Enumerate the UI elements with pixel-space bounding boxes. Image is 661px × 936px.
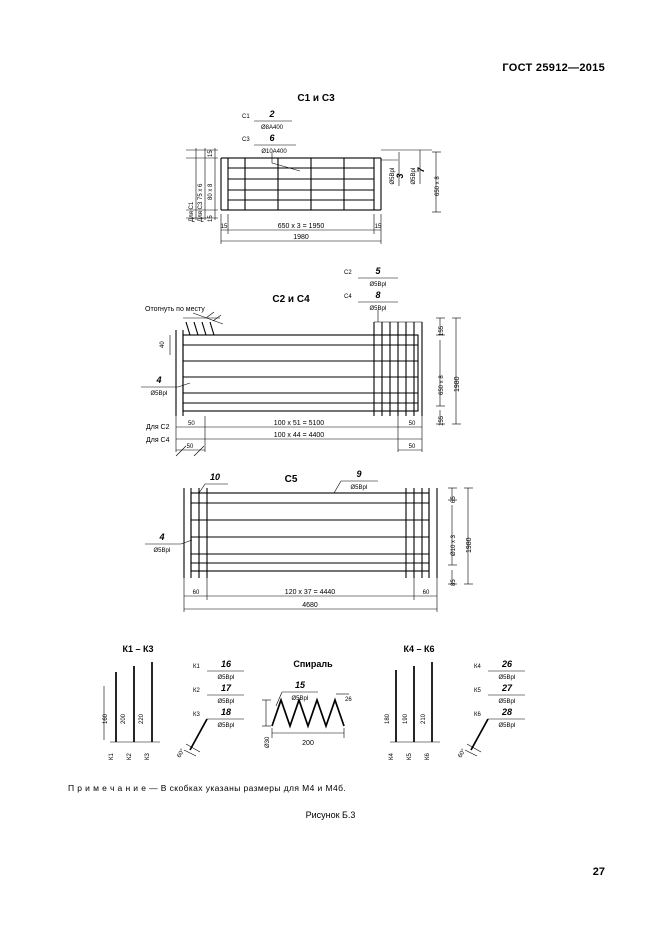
fig5-dim-length: 200 [302, 740, 314, 747]
fig6-callout-num-2: 27 [501, 683, 513, 693]
fig6-bar-tag-1: К4 [389, 753, 395, 760]
fig6-callout-num-3: 28 [501, 707, 513, 717]
fig2-callout-num-1: 5 [375, 266, 381, 276]
fig2-callout-num-2: 8 [375, 290, 381, 300]
fig1-dim-chain: 650 х 3 = 1950 [277, 223, 325, 230]
fig1-dim-total: 1980 [293, 234, 309, 241]
fig2-dim-chain-1: 100 x 51 = 5100 [273, 420, 325, 427]
fig1-right-callout-num: 3 [395, 173, 405, 179]
fig4-callout-num-3: 18 [220, 707, 232, 717]
fig5-title: Спираль [293, 659, 333, 669]
fig1-dim-left-label-2: Для С3 [198, 201, 204, 222]
fig2-callout-tag-1: С2 [344, 270, 352, 276]
fig1-dim-bottom-left: 15 [220, 224, 228, 230]
fig3-dim-chain: 120 х 37 = 4440 [284, 589, 336, 596]
fig4-title: К1 – К3 [122, 644, 154, 654]
fig4-callout-spec-1: Ø5ВрI [217, 675, 235, 681]
fig4-bar-tag-2: К2 [127, 753, 133, 760]
fig4-callout-num-2: 17 [220, 683, 232, 693]
fig1-dim-left-3: 80 x 8 [208, 183, 214, 200]
fig3-title: С5 [284, 474, 298, 485]
fig6-callout-num-1: 26 [501, 659, 513, 669]
fig2-dim-edge-left: 50 [188, 421, 195, 427]
fig3-callout-num-2: 9 [356, 469, 362, 479]
fig2-bend-note: Отогнуть по месту [145, 306, 205, 313]
fig1-callout-num-2: 6 [269, 133, 275, 143]
fig1-title: С1 и С3 [297, 93, 335, 104]
fig3-dim-right-edge: 60 [422, 590, 430, 596]
fig1-callout-spec-1: Ø8А400 [260, 125, 284, 131]
fig1-dim-left-2: 75 x 6 [198, 183, 204, 200]
fig4-callout-num-1: 16 [220, 659, 232, 669]
fig2-dim-right-total: 1980 [454, 376, 461, 392]
fig4-bar-tag-1: К1 [109, 753, 115, 760]
fig1-callout-tag-2: С3 [242, 137, 250, 143]
fig2-dim-right-mid: 650 x 8 [439, 375, 445, 395]
fig4-angle: 60° [176, 748, 187, 759]
fig4-bar-height-2: 200 [121, 713, 127, 724]
fig6-callout-spec-1: Ø5ВрI [498, 675, 516, 681]
fig3-callout-num-3: 4 [159, 532, 165, 542]
page-number: 27 [592, 866, 605, 878]
fig2-callout-spec-2: Ø5ВрI [369, 306, 387, 312]
fig2-row-label-2: Для С4 [146, 437, 170, 444]
fig3-dim-right-bottom: 85 [451, 579, 457, 586]
fig6-bar-height-1: 180 [385, 713, 391, 724]
fig6-bar-tag-2: К5 [407, 753, 413, 760]
fig6-bar-height-3: 210 [421, 713, 427, 724]
fig3-callout-spec-3: Ø5ВрI [153, 548, 171, 554]
fig4-bar-height-1: 160 [103, 713, 109, 724]
fig1-dim-left-label-1: Для С1 [189, 201, 195, 222]
fig4-callout-tag-2: К2 [193, 688, 200, 694]
fig6-callout-tag-3: К6 [474, 712, 481, 718]
fig2-dim-bend: 40 [160, 341, 166, 348]
fig3-dim-left-edge: 60 [192, 590, 200, 596]
fig6-callout-tag-2: К5 [474, 688, 481, 694]
fig2-dim-edge-right2: 50 [408, 444, 416, 450]
fig1-callout-spec-2: Ø10А400 [261, 149, 287, 155]
fig6-callout-spec-3: Ø5ВрI [498, 723, 516, 729]
fig6-callout-tag-1: К4 [474, 664, 481, 670]
fig5-callout-num: 15 [294, 680, 306, 690]
fig5-dim-pitch: 26 [345, 697, 352, 703]
fig3-dim-right-top: 65 [451, 496, 457, 503]
fig6-callout-spec-2: Ø5ВрI [498, 699, 516, 705]
fig4-callout-tag-3: К3 [193, 712, 200, 718]
fig1-right-callout2-num: 7 [416, 167, 426, 173]
fig4-callout-spec-2: Ø5ВрI [217, 699, 235, 705]
fig2-row-label-1: Для С2 [146, 424, 170, 431]
fig3-callout-spec-2: Ø5ВрI [350, 485, 368, 491]
fig4-bar-height-3: 220 [139, 713, 145, 724]
fig3-callout-num-1: 10 [209, 472, 221, 482]
fig4-bar-tag-3: К3 [145, 753, 151, 760]
fig5-dim-diameter: Ø30 [265, 736, 271, 748]
page-header-standard: ГОСТ 25912—2015 [502, 62, 605, 74]
fig2-callout-spec-1: Ø5ВрI [369, 282, 387, 288]
figure-note: П р и м е ч а н и е — В скобках указаны размеры для М4 и М4б. [68, 783, 347, 793]
fig2-dim-edge-left2: 50 [186, 444, 194, 450]
fig2-dim-edge-right: 50 [408, 421, 416, 427]
fig2-left-callout-num: 4 [156, 375, 162, 385]
fig1-dim-right-side: 650 х 8 [435, 176, 441, 196]
fig1-right-callout-spec: Ø5ВрI [390, 167, 396, 185]
fig1-dim-bottom-right: 15 [374, 224, 382, 230]
fig2-dim-chain-2: 100 x 44 = 4400 [273, 432, 325, 439]
fig3-dim-right-total: 1980 [466, 537, 473, 553]
fig6-angle: 60° [457, 748, 468, 759]
fig2-title: С2 и С4 [272, 294, 310, 305]
fig6-title: К4 – К6 [403, 644, 435, 654]
fig4-callout-tag-1: К1 [193, 664, 200, 670]
fig2-left-callout-spec: Ø5ВрI [150, 391, 168, 397]
fig1-right-callout2-spec: Ø5ВрI [411, 167, 417, 185]
figure-caption: Рисунок Б.3 [305, 810, 356, 820]
fig2-callout-tag-2: С4 [344, 294, 352, 300]
fig2-dim-right-bottom: 155 [439, 415, 445, 426]
fig5-callout-spec: Ø5ВрI [291, 696, 309, 702]
fig3-dim-right-mid: Ø10 х 3 [451, 534, 457, 556]
fig2-dim-right-top: 155 [439, 325, 445, 336]
fig6-bar-tag-3: К6 [425, 753, 431, 760]
fig6-bar-height-2: 190 [403, 713, 409, 724]
fig1-dim-left-1: 15 [208, 150, 214, 157]
fig1-callout-tag-1: С1 [242, 114, 250, 120]
fig1-dim-left-4: 15 [208, 215, 214, 222]
fig3-dim-total: 4680 [302, 602, 318, 609]
fig4-callout-spec-3: Ø5ВрI [217, 723, 235, 729]
fig1-callout-num-1: 2 [269, 109, 275, 119]
